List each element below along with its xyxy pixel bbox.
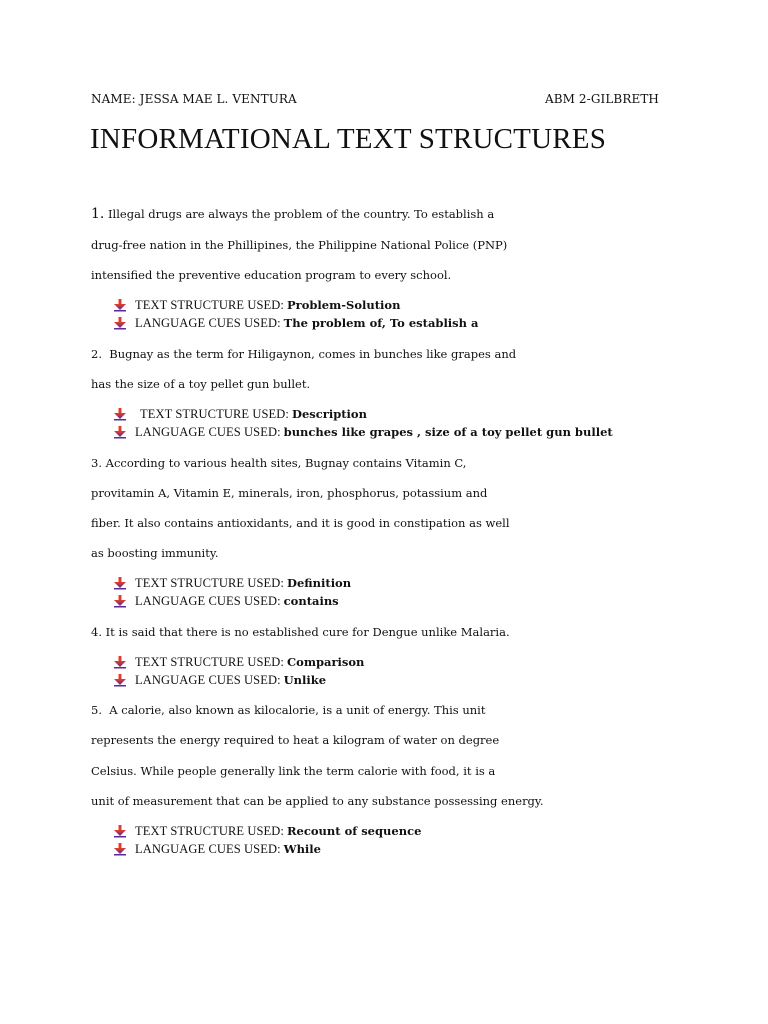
structure-bullet [113,298,400,312]
paragraph-text: as boosting immunity. [91,546,219,560]
structure-bullet [113,407,367,421]
paragraph-text: Illegal drugs are always the problem of the country. To establish a [108,207,495,221]
paragraph-text: has the size of a toy pellet gun bullet. [91,377,311,391]
bullet-value: Problem-Solution [287,298,401,312]
arrow-bullet-icon [113,316,127,330]
structure-bullet [113,576,351,590]
item-5-line-1 [91,703,485,717]
structure-bullet [113,824,421,838]
bullet-label: TEXT STRUCTURE USED: [135,655,284,669]
paragraph-text: According to various health sites, Bugnay contains Vitamin C, [105,456,467,470]
bullet-label: LANGUAGE CUES USED: [135,425,281,439]
bullet-value: Recount of sequence [287,824,422,838]
arrow-bullet-icon [113,673,127,687]
structure-bullet [113,655,364,669]
bullet-value: bunches like grapes , size of a toy pellet gun bullet [283,425,613,439]
item-number: 2. [91,347,102,361]
arrow-bullet-icon [113,407,127,421]
paragraph-text: Bugnay as the term for Hiligaynon, comes in bunches like grapes and [109,347,517,361]
cues-bullet [113,842,321,856]
cues-bullet [113,673,326,687]
item-number: 1. [91,206,105,222]
cues-bullet [113,316,478,330]
arrow-bullet-icon [113,842,127,856]
bullet-label: TEXT STRUCTURE USED: [140,407,289,421]
item-2-line-1 [91,347,516,361]
arrow-bullet-icon [113,824,127,838]
item-number: 4. [91,625,102,639]
arrow-bullet-icon [113,594,127,608]
arrow-bullet-icon [113,576,127,590]
paragraph-text: provitamin A, Vitamin E, minerals, iron, phosphorus, potassium and [91,486,488,500]
paragraph-text: A calorie, also known as kilocalorie, is a unit of energy. This unit [109,703,486,717]
bullet-label: TEXT STRUCTURE USED: [135,298,284,312]
paragraph-text: unit of measurement that can be applied to any substance possessing energy. [91,794,544,808]
bullet-label: LANGUAGE CUES USED: [135,842,281,856]
paragraph-text: intensified the preventive education program to every school. [91,268,452,282]
class-section: ABM 2-GILBRETH [544,92,659,106]
paragraph-text: Celsius. While people generally link the term calorie with food, it is a [91,764,496,778]
arrow-bullet-icon [113,425,127,439]
bullet-label: LANGUAGE CUES USED: [135,594,281,608]
bullet-value: Comparison [287,655,365,669]
bullet-label: LANGUAGE CUES USED: [135,673,281,687]
bullet-label: LANGUAGE CUES USED: [135,316,281,330]
bullet-value: Definition [287,576,352,590]
item-4-line-1 [91,625,510,639]
bullet-label: TEXT STRUCTURE USED: [135,576,284,590]
arrow-bullet-icon [113,655,127,669]
paragraph-text: drug-free nation in the Phillipines, the Philippine National Police (PNP) [91,238,508,252]
bullet-value: While [283,842,321,856]
student-name: NAME: JESSA MAE L. VENTURA [91,92,297,106]
item-number: 5. [91,703,102,717]
bullet-value: The problem of, To establish a [283,316,479,330]
page-title: INFORMATIONAL TEXT STRUCTURES [90,123,607,155]
paragraph-text: fiber. It also contains antioxidants, and it is good in constipation as well [91,516,510,530]
arrow-bullet-icon [113,298,127,312]
bullet-value: Description [292,407,367,421]
bullet-label: TEXT STRUCTURE USED: [135,824,284,838]
item-1-line-1 [91,207,494,221]
paragraph-text: represents the energy required to heat a kilogram of water on degree [91,733,500,747]
bullet-value: contains [283,594,339,608]
cues-bullet [113,425,613,439]
item-3-line-1 [91,456,466,470]
item-number: 3. [91,456,102,470]
cues-bullet [113,594,339,608]
paragraph-text: It is said that there is no established cure for Dengue unlike Malaria. [105,625,510,639]
bullet-value: Unlike [283,673,327,687]
